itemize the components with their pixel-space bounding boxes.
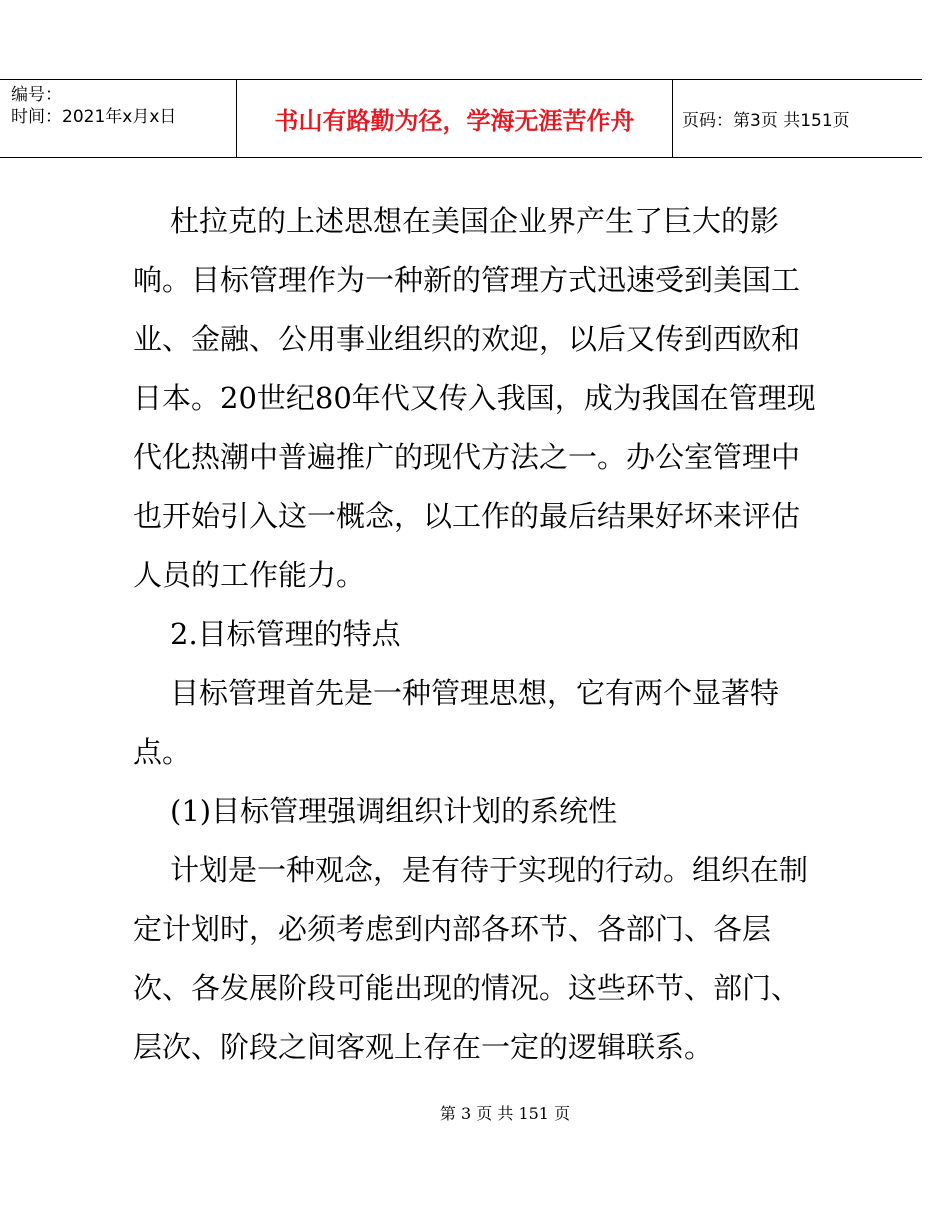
paragraph: 目标管理首先是一种管理思想，它有两个显著特点。 bbox=[133, 676, 780, 769]
header-motto: 书山有路勤为径，学海无涯苦作舟 bbox=[274, 107, 635, 135]
section-heading: 2.目标管理的特点 bbox=[170, 617, 401, 651]
document-body bbox=[133, 192, 823, 1077]
header-page-cell bbox=[673, 80, 922, 157]
header-meta-cell bbox=[0, 80, 237, 157]
paragraph: 杜拉克的上述思想在美国企业界产生了巨大的影响。目标管理作为一种新的管理方式迅速受到美国工业、金融、公用事业组织的欢迎，以后又传到西欧和日本。20世纪80年代又传入我国，成为我国在管理现代化热潮中普遍推广的现代方法之一。办公室管理中也开始引入这一概念，以工作的最后结果好坏来评估人员的工作能力。 bbox=[133, 204, 816, 592]
paragraph: 计划是一种观念，是有待于实现的行动。组织在制定计划时，必须考虑到内部各环节、各部门、各层次、各发展阶段可能出现的情况。这些环节、部门、层次、阶段之间客观上存在一定的逻辑联系。 bbox=[133, 853, 809, 1064]
header-motto-cell bbox=[237, 80, 673, 157]
document-number-label: 编号： bbox=[11, 85, 62, 105]
header-page-info: 页码：第3页 共151页 bbox=[682, 111, 850, 131]
document-time-label: 时间：2021年x月x日 bbox=[11, 107, 177, 127]
subsection-heading: (1)目标管理强调组织计划的系统性 bbox=[170, 794, 618, 828]
header-table bbox=[0, 79, 922, 158]
page-footer: 第 3 页 共 151 页 bbox=[439, 1104, 571, 1123]
